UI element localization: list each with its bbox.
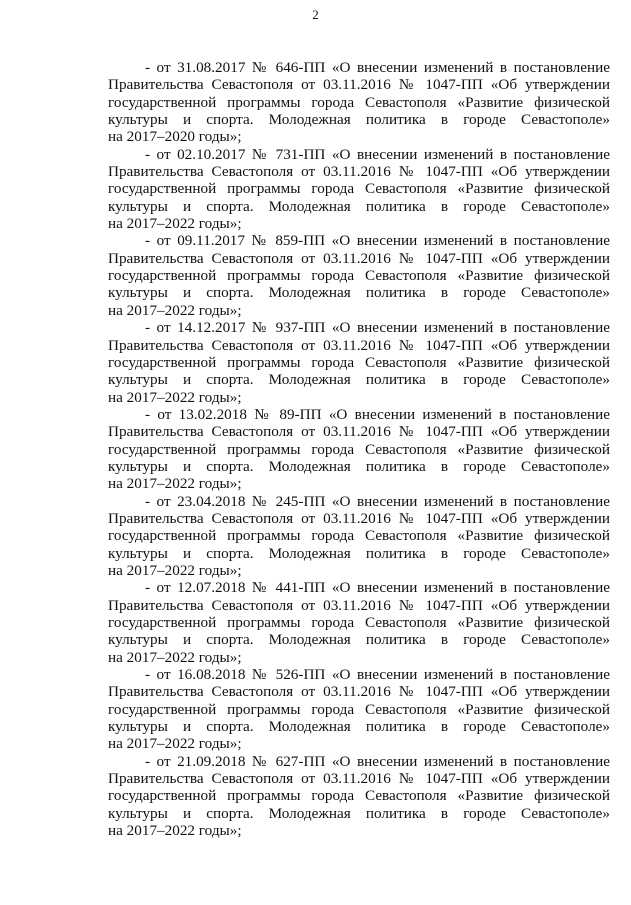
entry-line: Правительства Севастополя от 03.11.2016 № 1047-ПП «Об утверждении bbox=[108, 76, 610, 94]
entry-line: - от 13.02.2018 № 89-ПП «О внесении изменений в постановление bbox=[145, 405, 610, 423]
entry-line: государственной программы города Севастополя «Развитие физической bbox=[108, 180, 610, 198]
entry-line: на 2017–2022 годы»; bbox=[108, 648, 242, 666]
entry-line: культуры и спорта. Молодежная политика в городе Севастополе» bbox=[108, 371, 610, 389]
entry-line: - от 09.11.2017 № 859-ПП «О внесении изменений в постановление bbox=[145, 232, 610, 250]
amendment-entry-3 bbox=[108, 232, 610, 319]
entry-line: на 2017–2022 годы»; bbox=[108, 301, 242, 319]
amendment-entry-5 bbox=[108, 406, 610, 493]
document-body bbox=[108, 59, 610, 839]
entry-line: на 2017–2022 годы»; bbox=[108, 822, 242, 840]
entry-line: - от 21.09.2018 № 627-ПП «О внесении изменений в постановление bbox=[145, 752, 610, 770]
entry-line: на 2017–2020 годы»; bbox=[108, 128, 242, 146]
entry-line: государственной программы города Севастополя «Развитие физической bbox=[108, 267, 610, 285]
amendment-entry-1 bbox=[108, 59, 610, 146]
entry-line: государственной программы города Севастополя «Развитие физической bbox=[108, 700, 610, 718]
entry-line: Правительства Севастополя от 03.11.2016 № 1047-ПП «Об утверждении bbox=[108, 249, 610, 267]
entry-line: Правительства Севастополя от 03.11.2016 № 1047-ПП «Об утверждении bbox=[108, 423, 610, 441]
amendment-entry-9 bbox=[108, 753, 610, 840]
entry-line: Правительства Севастополя от 03.11.2016 № 1047-ПП «Об утверждении bbox=[108, 336, 610, 354]
entry-line: государственной программы города Севастополя «Развитие физической bbox=[108, 614, 610, 631]
entry-line: культуры и спорта. Молодежная политика в городе Севастополе» bbox=[108, 197, 610, 215]
amendment-entry-6 bbox=[108, 493, 610, 580]
entry-line: Правительства Севастополя от 03.11.2016 № 1047-ПП «Об утверждении bbox=[108, 683, 610, 701]
entry-line: культуры и спорта. Молодежная политика в городе Севастополе» bbox=[108, 718, 610, 736]
entry-line: культуры и спорта. Молодежная политика в городе Севастополе» bbox=[108, 804, 610, 822]
entry-line: - от 16.08.2018 № 526-ПП «О внесении изменений в постановление bbox=[145, 666, 610, 684]
entry-line: Правительства Севастополя от 03.11.2016 № 1047-ПП «Об утверждении bbox=[108, 770, 610, 788]
entry-line: культуры и спорта. Молодежная политика в городе Севастополе» bbox=[108, 284, 610, 302]
entry-line: - от 31.08.2017 № 646-ПП «О внесении изменений в постановление bbox=[145, 59, 610, 76]
entry-line: на 2017–2022 годы»; bbox=[108, 215, 242, 233]
amendment-entry-2 bbox=[108, 146, 610, 233]
entry-line: - от 12.07.2018 № 441-ПП «О внесении изменений в постановление bbox=[145, 579, 610, 597]
entry-line: - от 02.10.2017 № 731-ПП «О внесении изменений в постановление bbox=[145, 145, 610, 163]
entry-line: культуры и спорта. Молодежная политика в городе Севастополе» bbox=[108, 111, 610, 129]
entry-line: государственной программы города Севастополя «Развитие физической bbox=[108, 527, 610, 545]
entry-line: культуры и спорта. Молодежная политика в городе Севастополе» bbox=[108, 544, 610, 562]
entry-line: Правительства Севастополя от 03.11.2016 № 1047-ПП «Об утверждении bbox=[108, 596, 610, 614]
amendment-entry-7 bbox=[108, 579, 610, 666]
entry-line: государственной программы города Севастополя «Развитие физической bbox=[108, 440, 610, 458]
entry-line: Правительства Севастополя от 03.11.2016 № 1047-ПП «Об утверждении bbox=[108, 163, 610, 181]
entry-line: - от 23.04.2018 № 245-ПП «О внесении изменений в постановление bbox=[145, 492, 610, 510]
entry-line: Правительства Севастополя от 03.11.2016 № 1047-ПП «Об утверждении bbox=[108, 509, 610, 527]
page-number: 2 bbox=[312, 7, 319, 22]
entry-line: на 2017–2022 годы»; bbox=[108, 735, 242, 753]
entry-line: культуры и спорта. Молодежная политика в городе Севастополе» bbox=[108, 631, 610, 649]
entry-line: - от 14.12.2017 № 937-ПП «О внесении изменений в постановление bbox=[145, 319, 610, 337]
entry-line: культуры и спорта. Молодежная политика в городе Севастополе» bbox=[108, 457, 610, 475]
entry-line: государственной программы города Севастополя «Развитие физической bbox=[108, 787, 610, 805]
amendment-entry-8 bbox=[108, 666, 610, 753]
entry-line: государственной программы города Севастополя «Развитие физической bbox=[108, 93, 610, 111]
entry-line: на 2017–2022 годы»; bbox=[108, 388, 242, 406]
entry-line: на 2017–2022 годы»; bbox=[108, 475, 242, 493]
amendment-entry-4 bbox=[108, 319, 610, 406]
entry-line: государственной программы города Севастополя «Развитие физической bbox=[108, 353, 610, 371]
entry-line: на 2017–2022 годы»; bbox=[108, 561, 242, 579]
